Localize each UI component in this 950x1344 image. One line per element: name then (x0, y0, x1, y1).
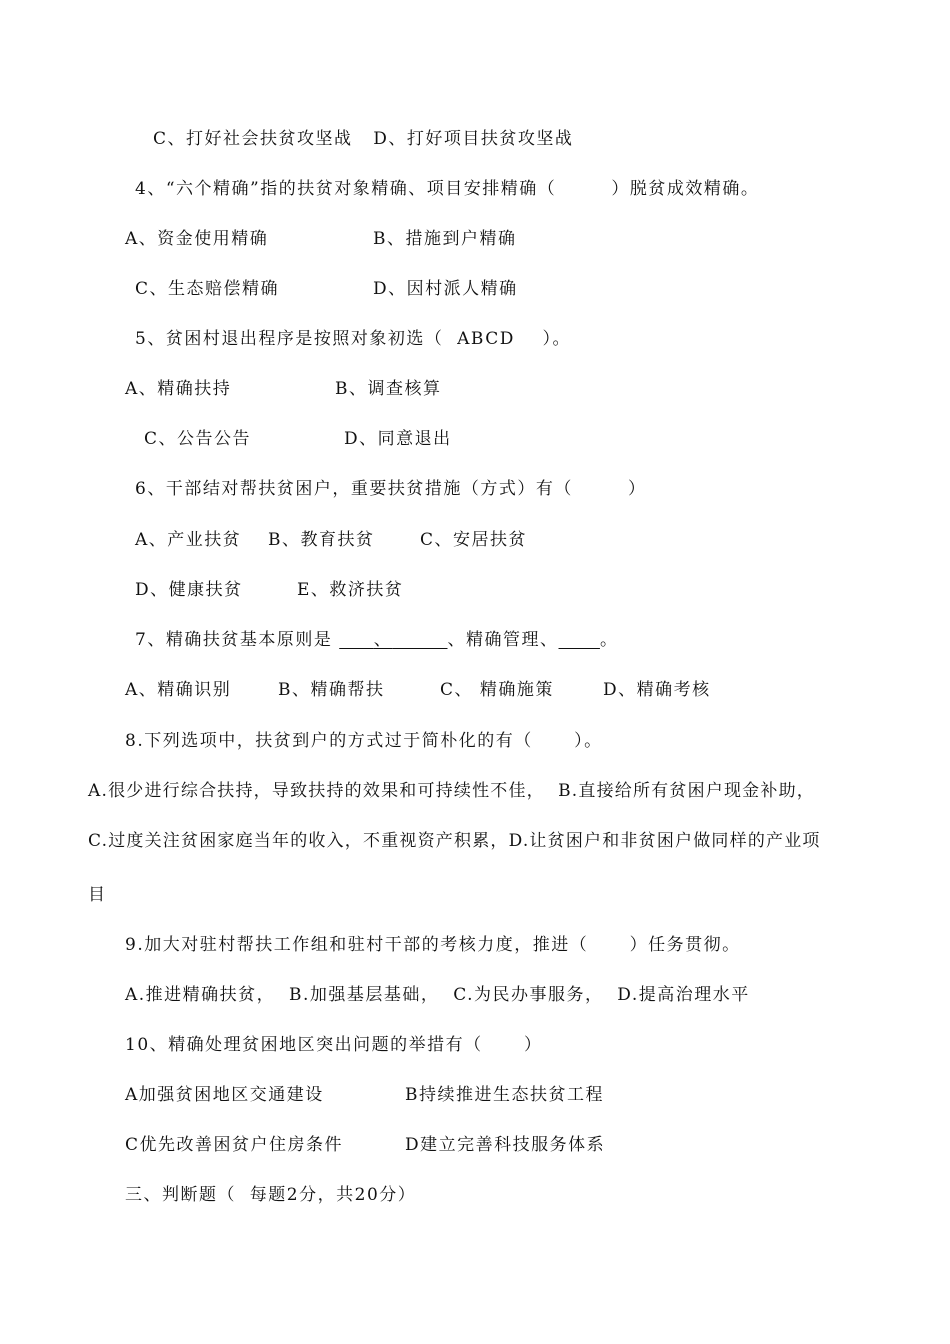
option-c: C、生态赔偿精确 (135, 279, 280, 299)
blank-separator: 、 (373, 630, 393, 650)
option-a: A加强贫困地区交通建设 (125, 1085, 324, 1105)
question-4: 4、“六个精确”指的扶贫对象精确、项目安排精确（ ）脱贫成效精确。 (135, 179, 760, 199)
question-7 (135, 629, 618, 651)
question-7-end: 。 (599, 630, 619, 650)
option-a: A、精确扶持 (125, 379, 232, 399)
option-d: D、因村派人精确 (373, 279, 518, 299)
option-d: D、健康扶贫 (135, 580, 243, 600)
question-10: 10、精确处理贫困地区突出问题的举措有（ ） (125, 1035, 543, 1055)
question-8-options-line-3: 目 (88, 885, 107, 905)
question-8: 8.下列选项中，扶贫到户的方式过于简朴化的有（ ）。 (125, 731, 603, 751)
option-d: D、精确考核 (603, 680, 711, 700)
blank-3 (559, 630, 600, 650)
option-b: B、措施到户精确 (373, 229, 517, 249)
option-c: C、安居扶贫 (420, 530, 528, 550)
blank-1 (339, 630, 374, 650)
option-a: A、精确识别 (125, 680, 232, 700)
option-b: B、调查核算 (335, 379, 442, 399)
option-a: A、资金使用精确 (125, 229, 269, 249)
option-c: C优先改善困贫户住房条件 (125, 1135, 344, 1155)
blank-2 (392, 630, 447, 650)
option-a: A、产业扶贫 (135, 530, 242, 550)
option-b: B、教育扶贫 (268, 530, 375, 550)
question-5: 5、贫困村退出程序是按照对象初选（ ABCD ）。 (135, 329, 571, 349)
section-heading: 三、判断题（ 每题2分，共20分） (125, 1185, 417, 1205)
question-9: 9.加大对驻村帮扶工作组和驻村干部的考核力度，推进（ ）任务贯彻。 (125, 935, 741, 955)
question-7-middle: 、精确管理、 (447, 630, 559, 650)
question-8-options-line-2: C.过度关注贫困家庭当年的收入，不重视资产积累，D.让贫困户和非贫困户做同样的产业项 (88, 831, 821, 851)
question-6: 6、干部结对帮扶贫困户，重要扶贫措施（方式）有（ ） (135, 479, 647, 499)
option-e: E、救济扶贫 (297, 580, 404, 600)
option-d: D建立完善科技服务体系 (405, 1135, 606, 1155)
option-c: C、 精确施策 (440, 680, 554, 700)
question-9-options: A.推进精确扶贫， B.加强基层基础， C.为民办事服务， D.提高治理水平 (125, 985, 750, 1005)
question-8-options-line-1: A.很少进行综合扶持，导致扶持的效果和可持续性不佳， B.直接给所有贫困户现金补助， (88, 781, 815, 801)
option-b: B持续推进生态扶贫工程 (405, 1085, 604, 1105)
option-c: C、公告公告 (144, 429, 252, 449)
option-b: B、精确帮扶 (278, 680, 385, 700)
option-d: D、同意退出 (344, 429, 452, 449)
option-line: C、打好社会扶贫攻坚战 D、打好项目扶贫攻坚战 (153, 129, 574, 149)
question-7-stem: 7、精确扶贫基本原则是 (135, 630, 340, 650)
